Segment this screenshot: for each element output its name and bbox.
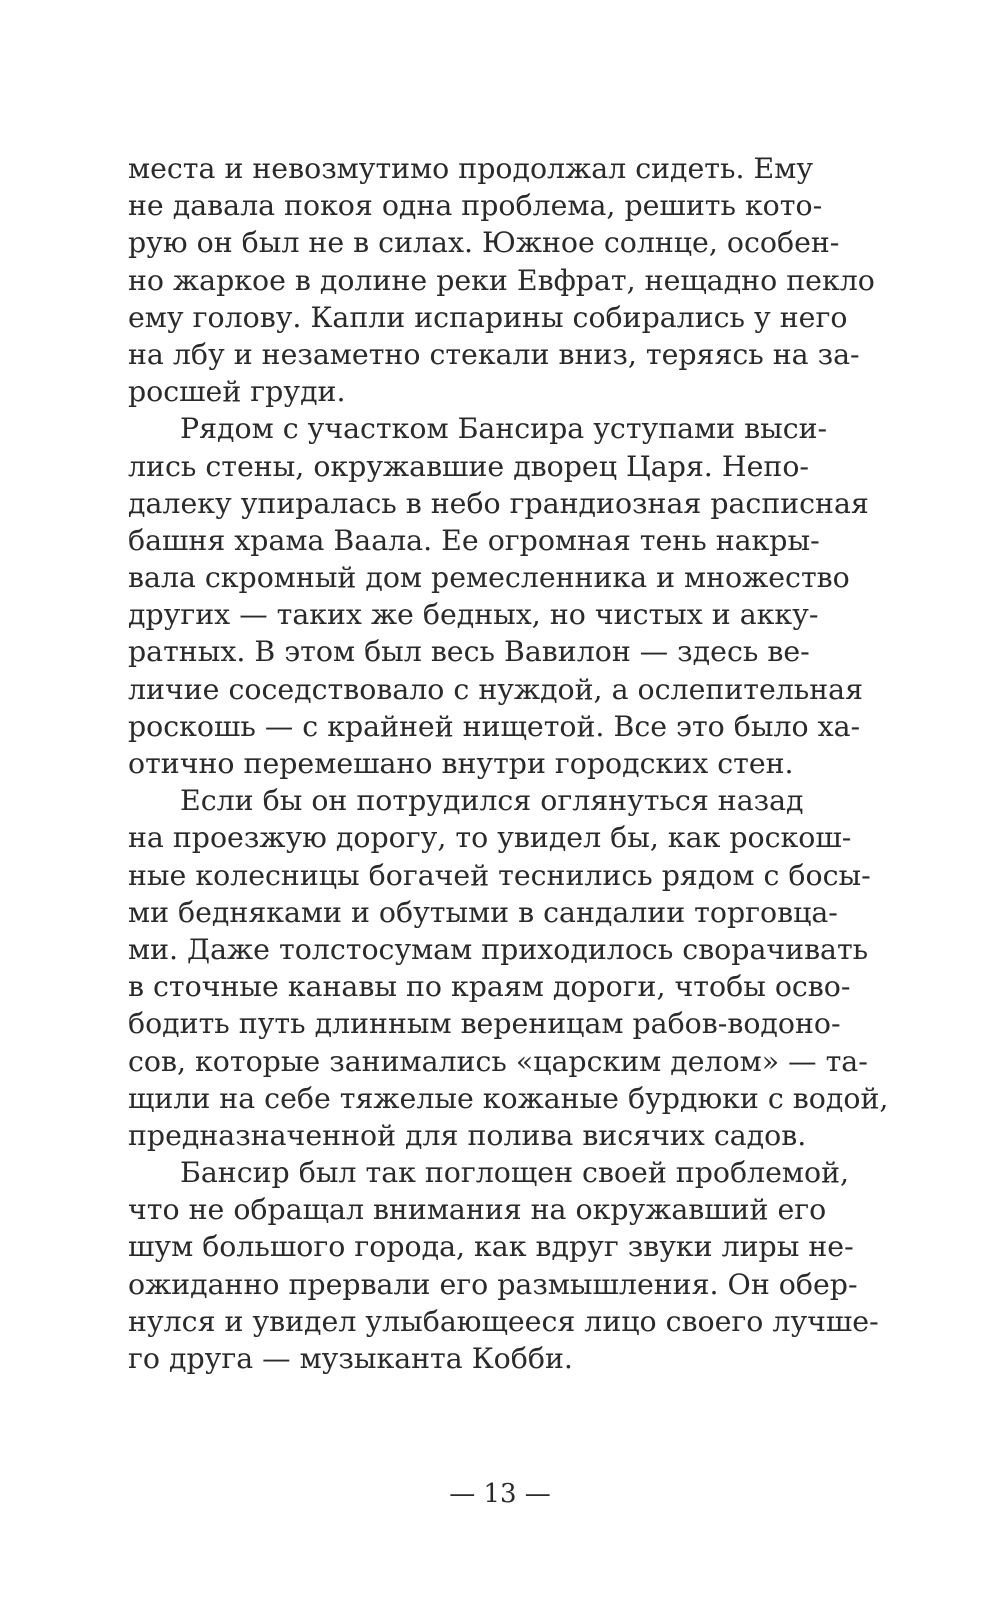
text-line: ему голову. Капли испарины собирались у него	[128, 300, 848, 334]
text-line: личие соседствовало с нуждой, а ослепительная	[128, 672, 863, 706]
text-line: ожиданно прервали его размышления. Он обер-	[128, 1267, 858, 1301]
text-line: Бансир был так поглощен своей проблемой,	[180, 1156, 850, 1190]
text-line: ные колесницы богачей теснились рядом с босы-	[128, 858, 871, 892]
text-line: щили на себе тяжелые кожаные бурдюки с водой,	[128, 1081, 889, 1115]
text-line: шум большого города, как вдруг звуки лиры не-	[128, 1230, 854, 1264]
text-line: ми бедняками и обутыми в сандалии торговца-	[128, 895, 838, 929]
text-line: далеку упиралась в небо грандиозная расписная	[128, 486, 869, 520]
text-line: го друга — музыканта Кобби.	[128, 1342, 573, 1375]
text-line: росшей груди.	[128, 375, 346, 409]
text-line: на лбу и незаметно стекали вниз, теряясь на за-	[128, 337, 860, 371]
text-line: предназначенной для полива висячих садов.	[128, 1118, 807, 1152]
text-line: Рядом с участком Бансира уступами выси-	[180, 412, 828, 446]
text-line: нулся и увидел улыбающееся лицо своего лучше-	[128, 1304, 879, 1338]
text-line: что не обращал внимания на окружавший его	[128, 1193, 827, 1227]
text-line: отично перемешано внутри городских стен.	[128, 747, 794, 780]
text-line: рую он был не в силах. Южное солнце, особен-	[128, 226, 840, 260]
text-line: бодить путь длинным вереницам рабов-водоно-	[128, 1007, 841, 1041]
text-line: не давала покоя одна проблема, решить кото-	[128, 189, 823, 223]
text-line: но жаркое в долине реки Евфрат, нещадно пекло	[128, 263, 875, 297]
text-line: ратных. В этом был весь Вавилон — здесь ве-	[128, 635, 810, 669]
text-line: роскошь — с крайней нищетой. Все это было ха-	[128, 709, 861, 743]
text-line: ми. Даже толстосумам приходилось сворачивать	[128, 932, 869, 966]
text-line: Если бы он потрудился оглянуться назад	[180, 784, 804, 818]
text-line: башня храма Ваала. Ее огромная тень накры-	[128, 523, 820, 557]
page-number: — 13 —	[449, 1479, 551, 1509]
text-line: вала скромный дом ремесленника и множество	[128, 561, 850, 595]
text-line: сов, которые занимались «царским делом» — та-	[128, 1044, 868, 1078]
text-line: в сточные канавы по краям дороги, чтобы осво-	[128, 970, 851, 1004]
body-text	[128, 150, 889, 1377]
text-line: места и невозмутимо продолжал сидеть. Ему	[128, 152, 814, 185]
text-line: лись стены, окружавшие дворец Царя. Непо-	[128, 449, 810, 483]
text-line: на проезжую дорогу, то увидел бы, как роскош-	[128, 821, 852, 855]
text-line: других — таких же бедных, но чистых и акку-	[128, 598, 819, 632]
